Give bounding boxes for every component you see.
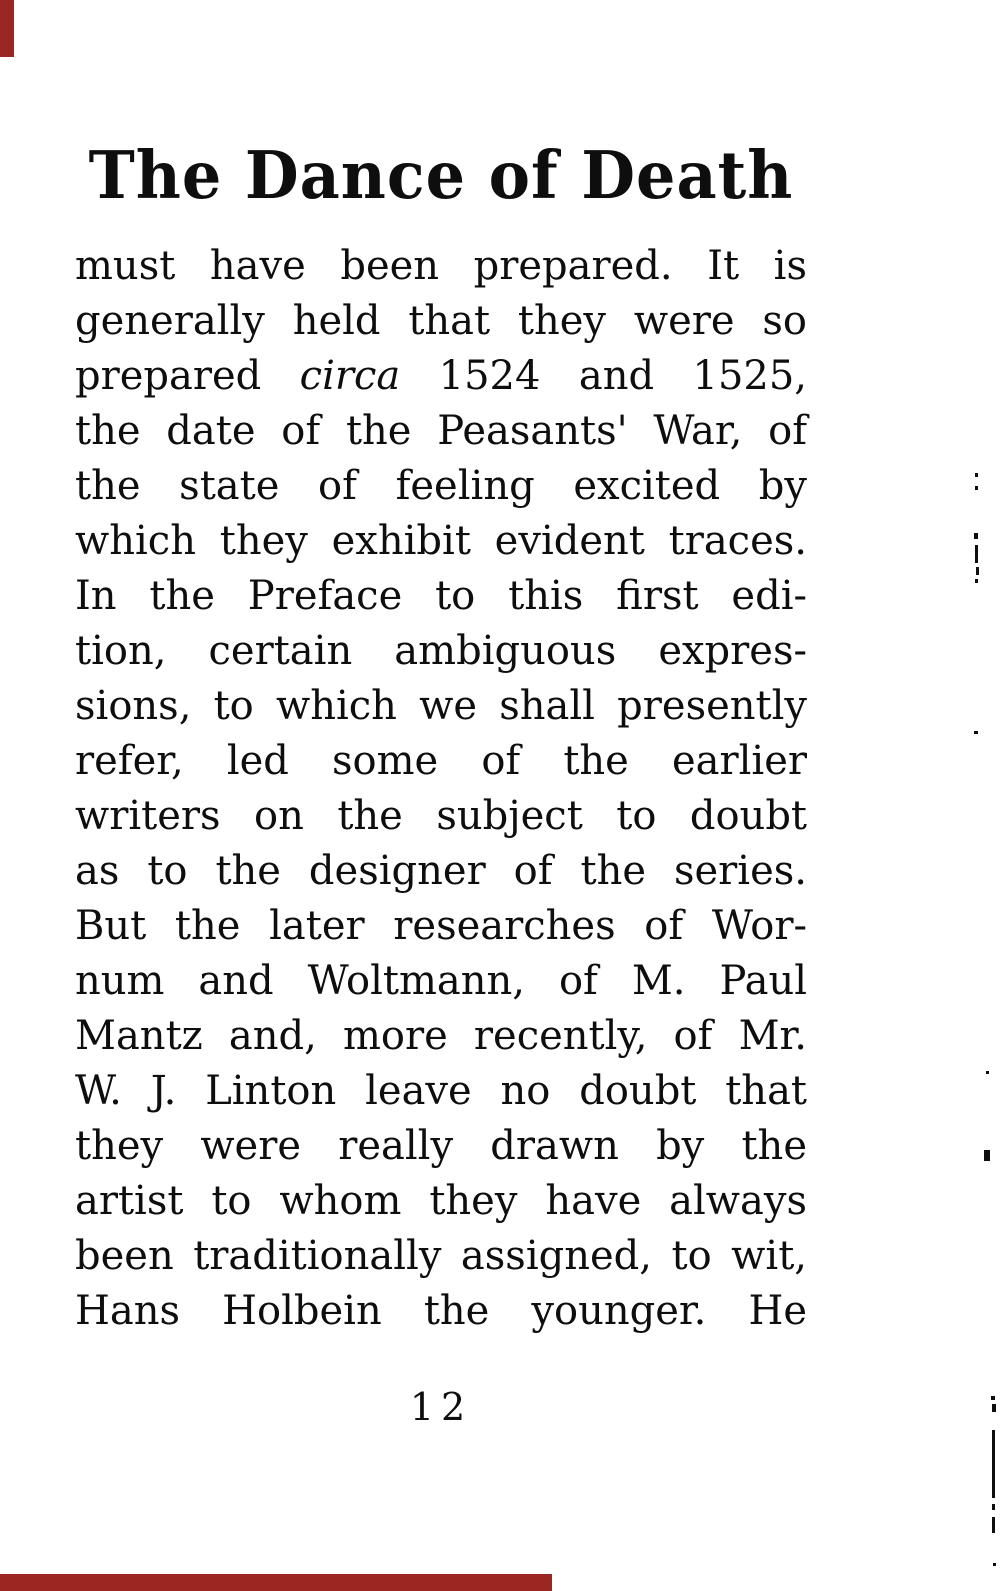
text-line: generally held that they were so (75, 298, 807, 344)
text-line: num and Woltmann, of M. Paul (75, 958, 807, 1004)
text-line: tion, certain ambiguous expres- (75, 628, 807, 674)
red-edge-mark-top-left (0, 0, 14, 57)
page-number: 12 (409, 1385, 473, 1429)
edge-speck (974, 731, 978, 734)
text-line: prepared circa 1524 and 1525, (75, 353, 808, 399)
text-line: In the Preface to this first edi- (75, 573, 807, 619)
text-line: they were really drawn by the (75, 1123, 807, 1169)
edge-speck (975, 486, 978, 490)
edge-speck (975, 473, 978, 477)
text-line: which they exhibit evident traces. (75, 518, 807, 564)
edge-speck (975, 545, 978, 563)
text-line: Mantz and, more recently, of Mr. (75, 1013, 807, 1059)
edge-speck (992, 1517, 995, 1533)
body-text (75, 239, 807, 1339)
edge-speck (975, 579, 978, 583)
text-line: refer, led some of the earlier (75, 738, 807, 784)
edge-speck (992, 1404, 996, 1412)
text-line: But the later researches of Wor- (75, 903, 807, 949)
edge-speck (992, 1430, 995, 1498)
red-edge-mark-bottom (0, 1574, 552, 1591)
text-line: artist to whom they have always (75, 1178, 807, 1224)
text-line: the date of the Peasants' War, of (75, 408, 807, 454)
edge-speck (993, 1563, 996, 1566)
page-title: The Dance of Death (88, 137, 794, 214)
edge-speck (992, 1504, 995, 1510)
edge-speck (976, 567, 979, 575)
text-line: the state of feeling excited by (75, 463, 807, 509)
text-line: writers on the subject to doubt (75, 793, 807, 839)
edge-speck (986, 1071, 989, 1074)
text-line: as to the designer of the series. (75, 848, 807, 894)
text-line: been traditionally assigned, to wit, (75, 1233, 807, 1279)
text-line: sions, to which we shall presently (75, 683, 807, 729)
text-line: Hans Holbein the younger. He (75, 1288, 807, 1334)
text-line: must have been prepared. It is (75, 243, 807, 289)
edge-speck (991, 1396, 995, 1400)
edge-speck (974, 533, 978, 539)
edge-speck (984, 1150, 990, 1161)
text-line: W. J. Linton leave no doubt that (75, 1068, 807, 1114)
